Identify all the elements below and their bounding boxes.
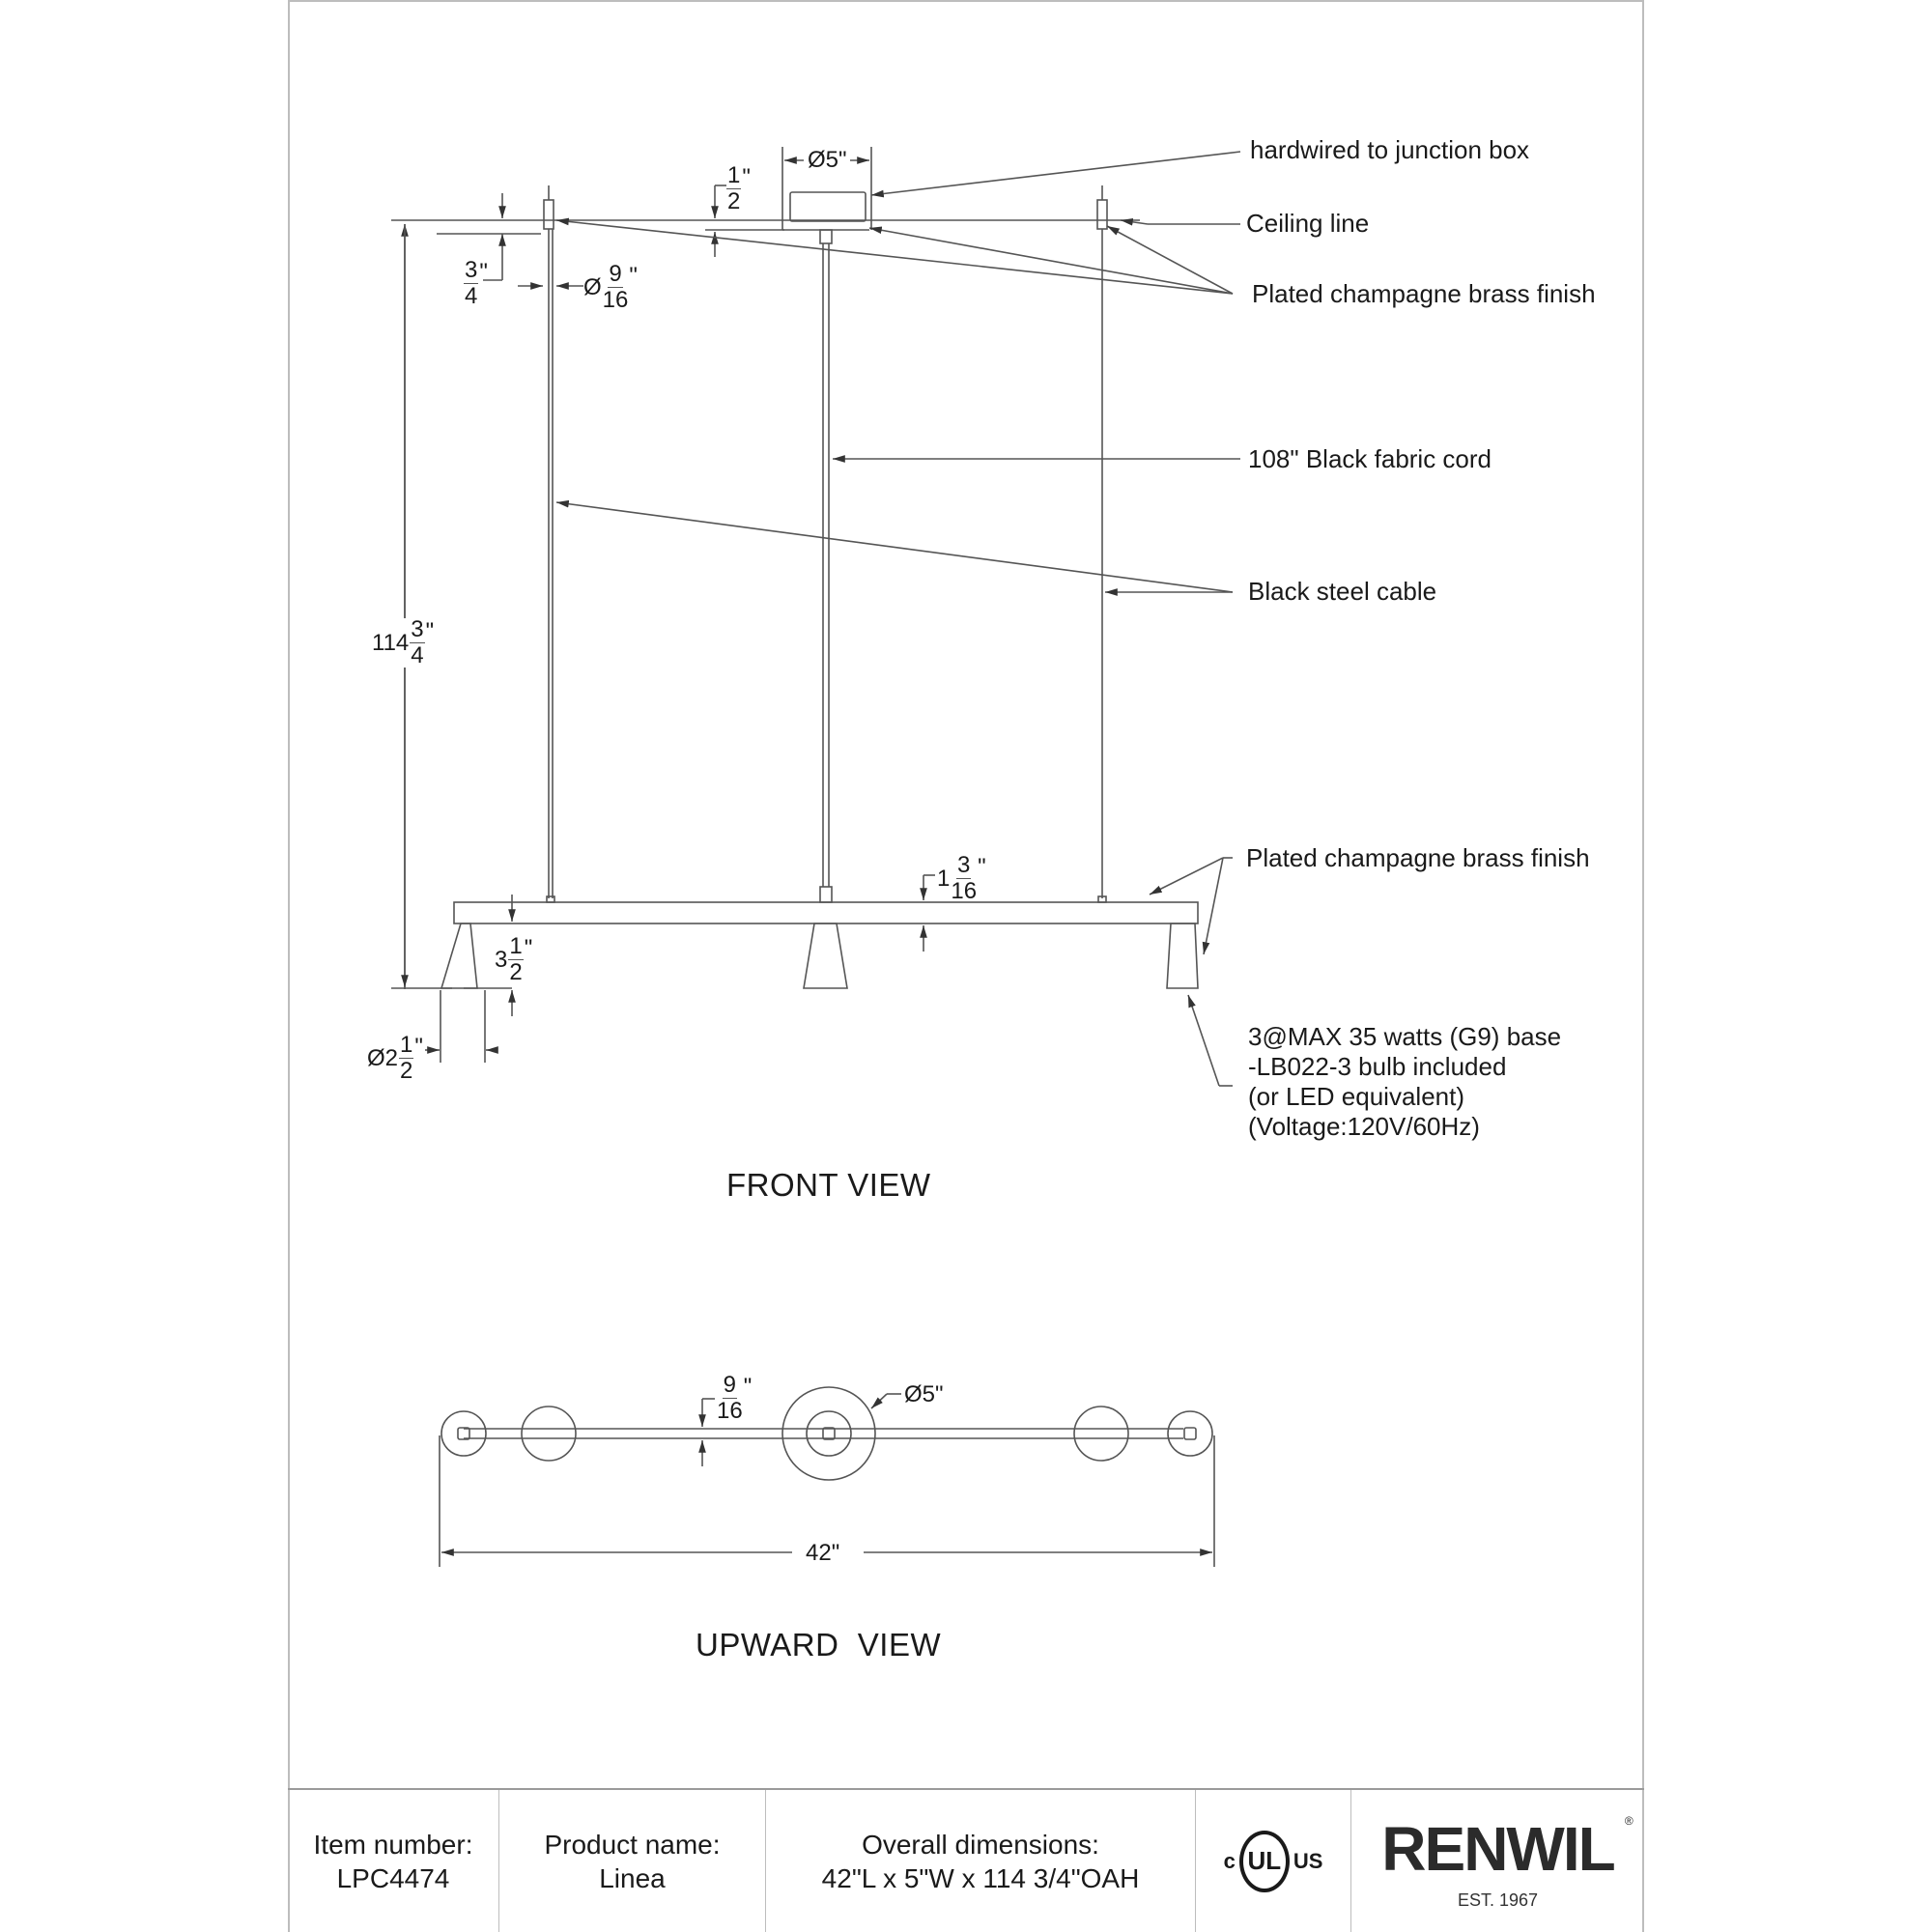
canopy: [790, 192, 866, 221]
callout-brass-finish-top: Plated champagne brass finish: [1252, 279, 1596, 308]
overall-dimensions-label: Overall dimensions:: [862, 1829, 1099, 1860]
certification-cell: [1196, 1790, 1351, 1932]
product-name-cell: [499, 1790, 766, 1932]
dim-cable-anchor-diameter: Ø $\frac{9}{16}$ ": [583, 261, 638, 313]
brand-tagline: EST. 1967: [1457, 1890, 1539, 1911]
endcap-right: [1168, 1411, 1212, 1456]
canopy-top: [782, 1387, 875, 1480]
dim-bar-height: 1 $\frac{3}{16}$ ": [937, 852, 986, 904]
dim-upward-canopy-diameter: Ø5": [904, 1381, 944, 1407]
product-name-value: Linea: [599, 1862, 666, 1893]
callout-brass-finish-bar: Plated champagne brass finish: [1246, 843, 1590, 872]
endcap-left: [441, 1411, 486, 1456]
callout-junction-box: hardwired to junction box: [1250, 135, 1530, 164]
dim-overall-length: 42": [806, 1540, 840, 1566]
shade-center: [804, 923, 847, 988]
callout-steel-cable: Black steel cable: [1248, 577, 1437, 606]
dim-cable-anchor-height: $\frac{3}{4}$ ": [465, 257, 488, 309]
shade-left: [441, 923, 477, 988]
dim-canopy-height: $\frac{1}{2}$ ": [727, 162, 751, 214]
dim-shade-height: 3 $\frac{1}{2}$ ": [495, 933, 533, 985]
callout-fabric-cord: 108" Black fabric cord: [1248, 444, 1492, 473]
dim-shade-diameter: Ø2 $\frac{1}{2}$ ": [367, 1032, 423, 1084]
item-number-label: Item number:: [313, 1829, 473, 1860]
brand-logo: RENWIL ®: [1381, 1814, 1632, 1885]
bulb-spec: 3@MAX 35 watts (G9) base -LB022-3 bulb included (or LED equivalent) (Voltage:120V/60Hz): [1248, 1022, 1562, 1141]
callout-ceiling-line: Ceiling line: [1246, 209, 1370, 238]
upward-view-title: UPWARD VIEW: [696, 1627, 942, 1662]
registered-icon: ®: [1624, 1814, 1632, 1829]
front-view-title: FRONT VIEW: [726, 1167, 931, 1203]
title-block: [288, 1788, 1644, 1932]
brand-logo-cell: [1351, 1790, 1644, 1932]
item-number-value: LPC4474: [336, 1862, 450, 1893]
item-number-cell: [288, 1790, 499, 1932]
product-name-label: Product name:: [544, 1829, 721, 1860]
dim-canopy-diameter: Ø5": [808, 147, 847, 173]
shade-right: [1167, 923, 1198, 988]
fixture-bar: [454, 902, 1198, 923]
dim-overall-height: 114 $\frac{3}{4}$ ": [372, 616, 435, 668]
ul-listed-icon: c UL US: [1224, 1831, 1323, 1892]
overall-dimensions-cell: [766, 1790, 1196, 1932]
overall-dimensions-value: 42"L x 5"W x 114 3/4"OAH: [821, 1862, 1140, 1893]
dim-bar-width: $\frac{9}{16}$ ": [717, 1372, 753, 1424]
